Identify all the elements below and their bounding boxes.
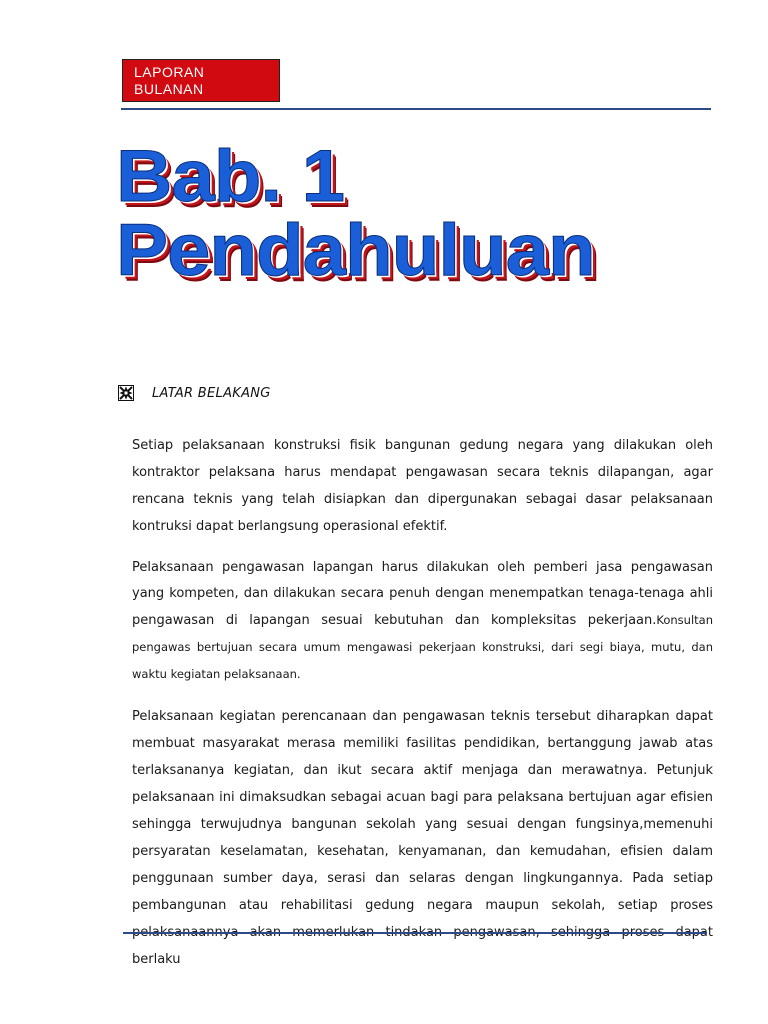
paragraph-3: Pelaksanaan kegiatan perencanaan dan pengawasan teknis tersebut diharapkan dapat membuat masyarakat merasa memiliki fasilitas pendidikan, bertanggung jawab atas terlaksananya kegiatan, dan ikut secara aktif menjaga dan merawatnya. Petunjuk pelaksanaan ini dimaksudkan sebagai acuan bagi para pelaksana bertujuan agar efisien sehingga terwujudnya bangunan sekolah yang sesuai dengan fungsinya,memenuhi persyaratan keselamatan, kesehatan, kenyamanan, dan kemudahan, efisien dalam penggunaan sumber daya, serasi dan selaras dengan lingkungannya. Pada setiap pembangunan atau rehabilitasi gedung negara maupun sekolah, setiap proses pelaksanaannya akan memerlukan tindakan pengawasan, sehingga proses dapat berlaku xyxy=(132,709,713,967)
paragraph-2-note: Konsultan pengawas bertujuan secara umum mengawasi pekerjaan konstruksi, dari segi biaya, mutu, dan waktu kegiatan pelaksanaan. xyxy=(132,613,713,681)
badge-line-1: LAPORAN xyxy=(134,64,205,80)
chapter-title: Pendahuluan xyxy=(116,210,595,291)
paragraph-2-main: Pelaksanaan pengawasan lapangan harus dilakukan oleh pemberi jasa pengawasan yang kompeten, dan dilakukan secara penuh dengan menempatkan tenaga-tenaga ahli pengawasan di lapangan sesuai kebutuhan dan kompleksitas pekerjaan. xyxy=(132,560,713,628)
paragraph-2 xyxy=(132,555,713,688)
section-heading-label: LATAR BELAKANG xyxy=(152,385,271,401)
body-text xyxy=(132,432,713,988)
badge-line-2: BULANAN xyxy=(134,81,204,97)
paragraph-1: Setiap pelaksanaan konstruksi fisik bangunan gedung negara yang dilakukan oleh kontraktor pelaksana harus mendapat pengawasan secara teknis dilapangan, agar rencana teknis yang telah disiapkan dan dipergunakan sebagai dasar pelaksanaan kontruksi dapat berlangsung operasional efektif. xyxy=(132,438,713,534)
ornament-icon xyxy=(118,385,134,401)
chapter-number: Bab. 1 xyxy=(116,136,344,217)
footer-divider xyxy=(123,932,707,934)
header-divider xyxy=(121,108,711,110)
section-heading xyxy=(118,384,271,402)
report-badge xyxy=(122,59,280,102)
